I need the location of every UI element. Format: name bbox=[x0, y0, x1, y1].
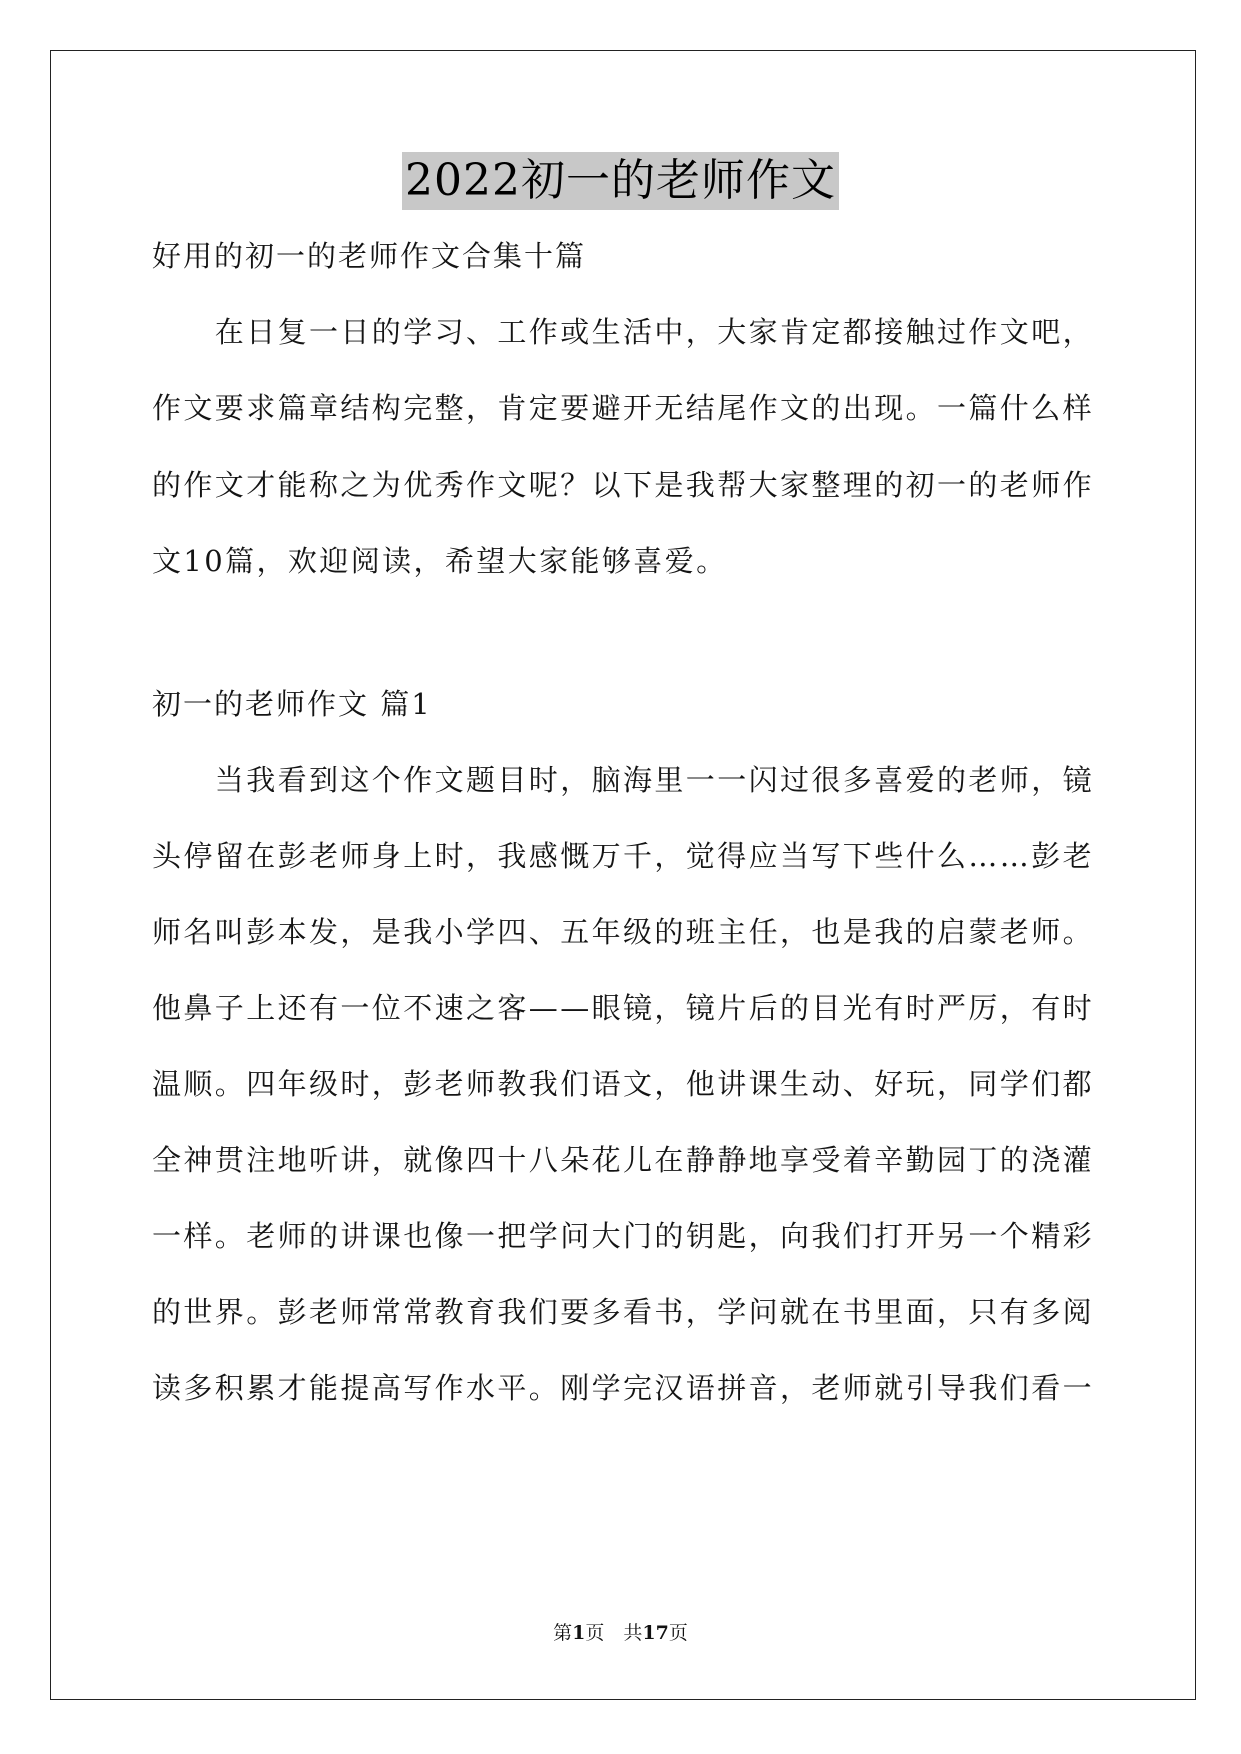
page-total: 17 bbox=[642, 1622, 669, 1644]
document-subtitle: 好用的初一的老师作文合集十篇 bbox=[152, 239, 587, 273]
page-mid: 页 共 bbox=[585, 1622, 643, 1644]
body-line-8: 的世界。彭老师常常教育我们要多看书，学问就在书里面，只有多阅 bbox=[152, 1295, 1095, 1329]
section-heading: 初一的老师作文 篇1 bbox=[152, 687, 432, 721]
page-prefix: 第 bbox=[553, 1622, 573, 1644]
body-line-4: 他鼻子上还有一位不速之客——眼镜，镜片后的目光有时严厉，有时 bbox=[152, 991, 1095, 1025]
intro-line-3: 的作文才能称之为优秀作文呢？以下是我帮大家整理的初一的老师作 bbox=[152, 468, 1095, 502]
body-line-2: 头停留在彭老师身上时，我感慨万千，觉得应当写下些什么……彭老 bbox=[152, 839, 1095, 873]
intro-line-2: 作文要求篇章结构完整，肯定要避开无结尾作文的出现。一篇什么样 bbox=[152, 391, 1095, 425]
body-line-6: 全神贯注地听讲，就像四十八朵花儿在静静地享受着辛勤园丁的浇灌 bbox=[152, 1143, 1095, 1177]
page-suffix: 页 bbox=[668, 1622, 688, 1644]
intro-line-4: 文10篇，欢迎阅读，希望大家能够喜爱。 bbox=[152, 544, 728, 578]
body-line-9: 读多积累才能提高写作水平。刚学完汉语拼音，老师就引导我们看一 bbox=[152, 1371, 1095, 1405]
page-footer bbox=[0, 1620, 1241, 1646]
title-wrap bbox=[0, 152, 1241, 210]
body-line-7: 一样。老师的讲课也像一把学问大门的钥匙，向我们打开另一个精彩 bbox=[152, 1219, 1095, 1253]
intro-line-1: 在日复一日的学习、工作或生活中，大家肯定都接触过作文吧， bbox=[152, 315, 1095, 349]
body-line-5: 温顺。四年级时，彭老师教我们语文，他讲课生动、好玩，同学们都 bbox=[152, 1067, 1095, 1101]
document-title: 2022初一的老师作文 bbox=[402, 152, 839, 210]
page-current: 1 bbox=[572, 1622, 586, 1644]
body-line-1: 当我看到这个作文题目时，脑海里一一闪过很多喜爱的老师，镜 bbox=[152, 763, 1095, 797]
body-line-3: 师名叫彭本发，是我小学四、五年级的班主任，也是我的启蒙老师。 bbox=[152, 915, 1095, 949]
